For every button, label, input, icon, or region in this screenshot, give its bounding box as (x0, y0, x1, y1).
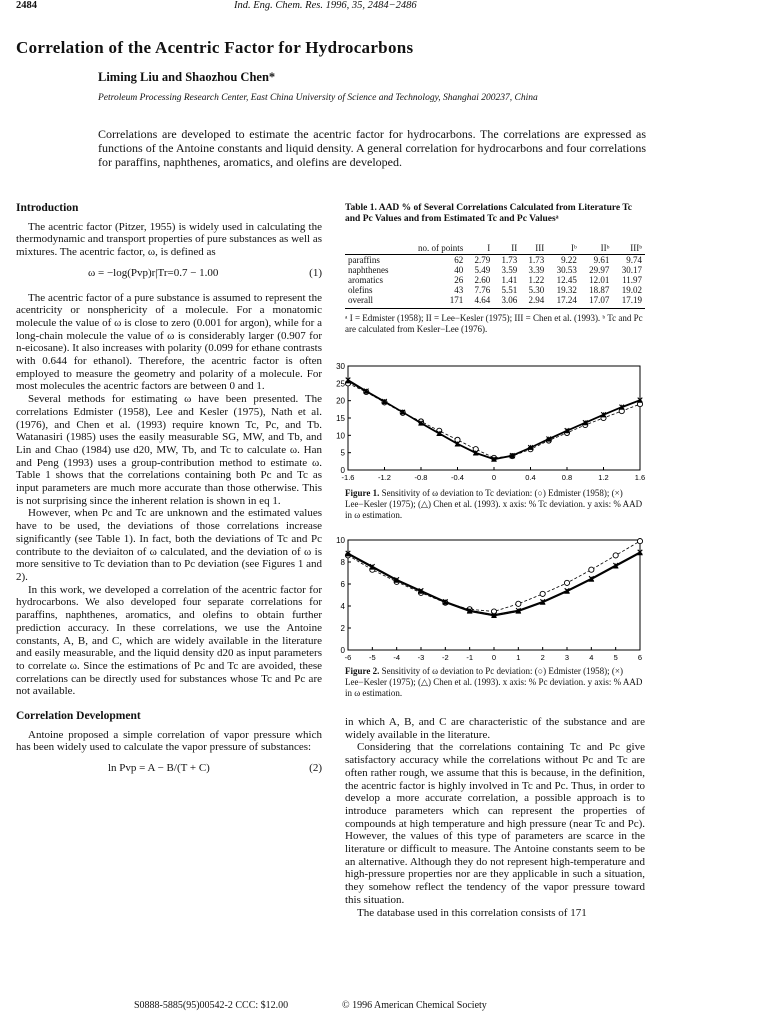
intro-paragraph-5: In this work, we developed a correlation of the acentric factor for hydrocarbons. We also developed four separate correlations for paraffins, naphthenes, aromatics, and olefins to obtain further prediction accuracy. In these correlations, we use the Antoine constants, A, B, and C, which are widely available in the literature and easily measurable, and the liquid density d20 as input parameters to correlate ω. Since the estimations of Pc and Tc are avoided, these correlations can be directly used for substances whose Tc and Pc are not available. (16, 583, 322, 698)
series-line-triangle (348, 381, 640, 459)
table-cell: 5.30 (528, 285, 545, 295)
x-tick-label: 4 (589, 653, 594, 662)
table-cell: 18.87 (589, 285, 610, 295)
table-cell: 1.22 (528, 275, 545, 285)
table-cell: 17.19 (621, 295, 642, 305)
table-header-cell (345, 242, 403, 255)
authors: Liming Liu and Shaozhou Chen* (98, 70, 276, 84)
intro-paragraph-3: Several methods for estimating ω have been presented. The correlations Edmister (1958), Lee and Kesler (1975), Nath et al. (1976), and Chen et al. (1993) require known Tc, Pc, and Tb. Watanasiri (1985) uses the easily measurable SG, MW, and Tb, and Lin and Chao (1984) use d20, MW, Tb, and Tc to calculate ω. Han and Peng (1993) uses a group-contribution method to estimate ω. Table 1 shows that the correlations containing both Pc and Tc as input parameters are much more accurate than those otherwise. This is not surprising since the inherent relation is shown in eq 1. (16, 393, 322, 507)
data-point-circle (516, 601, 521, 606)
x-tick-label: 1.2 (598, 473, 609, 482)
figure-2-label: Figure 2. (345, 666, 380, 676)
right-paragraph-1: in which A, B, and C are characteristic of the substance and are widely available in the literature. (345, 716, 645, 741)
table-cell: 29.97 (589, 265, 610, 275)
table-cell: naphthenes (348, 265, 389, 275)
figure-1-label: Figure 1. (345, 488, 380, 498)
x-tick-label: 0 (491, 473, 497, 482)
table-1-footnote: ᵃ I = Edmister (1958); II = Lee−Kesler (1975); III = Chen et al. (1993). ᵇ Tc and Pc are calculated from Kesler−Lee (1976). (345, 313, 643, 334)
table-1-grid (345, 242, 645, 305)
table-cell: 17.07 (589, 295, 610, 305)
table-cell: 1.73 (528, 255, 545, 265)
table-cell: 40 (454, 265, 464, 275)
data-point-circle (589, 567, 594, 572)
figure-1-chart (330, 362, 646, 484)
table-header-cell: IIᵇ (580, 242, 613, 255)
table-cell: 43 (454, 285, 464, 295)
right-column-text (345, 716, 645, 919)
series-line-x (348, 552, 640, 615)
equation-1-number: (1) (309, 266, 322, 279)
table-header-cell: II (493, 242, 520, 255)
table-header-cell: III (520, 242, 547, 255)
table-cell: 2.79 (474, 255, 491, 265)
x-tick-label: 1.6 (634, 473, 646, 482)
y-tick-label: 6 (340, 580, 345, 589)
plot-frame (348, 540, 640, 650)
table-cell: 9.22 (561, 255, 577, 265)
table-header-cell: Iᵇ (547, 242, 580, 255)
x-tick-label: -4 (393, 653, 401, 662)
y-tick-label: 8 (340, 558, 345, 567)
y-tick-label: 0 (340, 466, 345, 475)
y-tick-label: 30 (336, 362, 345, 371)
table-cell: 11.97 (622, 275, 642, 285)
x-tick-label: 3 (564, 653, 570, 662)
table-cell: 3.06 (501, 295, 518, 305)
y-tick-label: 20 (336, 396, 345, 406)
x-tick-label: -1.6 (341, 473, 355, 482)
series-line-circle (348, 383, 640, 458)
table-cell: 2.60 (474, 275, 491, 285)
x-tick-label: -3 (417, 653, 425, 662)
journal-citation: Ind. Eng. Chem. Res. 1996, 35, 2484−2486 (234, 0, 417, 11)
x-tick-label: -1 (466, 653, 474, 662)
table-row (345, 295, 645, 305)
table-cell: 171 (449, 295, 464, 305)
table-cell: 5.51 (501, 285, 518, 295)
table-row (345, 255, 645, 266)
correlation-heading: Correlation Development (16, 710, 141, 723)
x-tick-label: -2 (441, 653, 449, 662)
equation-2 (16, 762, 322, 775)
equation-1-body: ω = −log(Pvp)r|Tr=0.7 − 1.00 (88, 266, 219, 279)
intro-paragraph-2: The acentric factor of a pure substance is assumed to represent the acentricity or nonsphericity of a molecule. For a monatomic molecule the value of ω is close to zero (0.001 for argon), while for a long-chain molecule the value of ω is considerably larger (0.907 for n-eicosane). It also increases with polarity (0.099 for ethane contrasts with 0.644 for ethanol). Therefore, the acentric factor is often employed to measure the geometry and polarity of a molecule. For most molecules the acentric factors are between 0 and 1. (16, 291, 322, 393)
intro-heading: Introduction (16, 202, 79, 214)
table-cell: 2.94 (528, 295, 545, 305)
figure-2-caption-text: Sensitivity of ω deviation to Pc deviation: (○) Edmister (1958); (×) Lee−Kesler (1975); (△) Chen et al. (1993). x axis: % Pc deviation. y axis: % AAD in ω estimation. (345, 666, 643, 698)
table-cell: paraffins (348, 255, 380, 265)
table-cell: 5.49 (474, 265, 491, 275)
x-tick-label: 0.8 (561, 473, 573, 482)
table-cell: 19.32 (556, 285, 577, 295)
table-header-cell: IIIᵇ (612, 242, 645, 255)
table-cell: 3.59 (501, 265, 518, 275)
y-tick-label: 0 (340, 646, 345, 655)
x-tick-label: -5 (368, 653, 376, 662)
equation-2-number: (2) (309, 762, 322, 775)
figure-2-caption (345, 666, 645, 699)
affiliation: Petroleum Processing Research Center, East China University of Science and Technology, Shanghai 200237, China (98, 93, 538, 103)
table-row (345, 265, 645, 275)
page-number: 2484 (16, 0, 37, 11)
x-tick-label: -0.8 (414, 473, 428, 482)
y-tick-label: 4 (340, 602, 345, 611)
y-tick-label: 25 (336, 379, 345, 389)
x-tick-label: -0.4 (451, 473, 464, 482)
table-cell: 3.39 (528, 265, 545, 275)
table-cell: overall (348, 295, 373, 305)
table-cell: olefins (348, 285, 373, 295)
data-point-circle (613, 553, 618, 558)
y-tick-label: 5 (340, 448, 345, 458)
table-cell: 62 (454, 255, 464, 265)
y-tick-label: 2 (340, 624, 345, 633)
abstract: Correlations are developed to estimate the acentric factor for hydrocarbons. The correlations are expressed as functions of the Antoine constants and liquid density. A general correlation for hydrocarbons and four correlations for paraffins, naphthenes, aromatics, and olefins are developed. (98, 127, 646, 169)
data-point-circle (637, 539, 642, 544)
table-body (345, 255, 645, 306)
table-cell: 7.76 (474, 285, 491, 295)
right-paragraph-3: The database used in this correlation consists of 171 (357, 906, 587, 919)
right-paragraph-2: Considering that the correlations containing Tc and Pc give satisfactory accuracy while the correlations without Pc and Tc are often rather rough, we assume that this is because, in the definition, the acentric factor is highly involved in Tc and Pc. Thus, in order to develop a more accurate correlation, a possible approach is to introduce parameters which can represent the properties of compounds at high temperature and high pressure (near Tc and Pc). However, the values of this type of parameters are scarce in the literature or difficult to measure. The Antoine constants seem to be an alternative. Although they do not represent high-temperature and high-pressure properties nor are they applicable in such a situation, they somehow reflect the tendency of the vapor pressure toward this situation. (345, 741, 645, 906)
table-cell: aromatics (348, 275, 383, 285)
x-tick-label: 0 (491, 653, 497, 662)
table-1 (345, 242, 645, 335)
figure-1-caption-text: Sensitivity of ω deviation to Tc deviation: (○) Edmister (1958); (×) Lee−Kesler (1975); (△) Chen et al. (1993). x axis: % Tc deviation. y axis: % AAD in ω estimation. (345, 488, 643, 520)
table-cell: 26 (454, 275, 464, 285)
x-tick-label: -1.2 (378, 473, 391, 482)
x-tick-label: 5 (613, 653, 618, 662)
equation-2-body: ln Pvp = A − B/(T + C) (108, 762, 210, 775)
table-cell: 19.02 (621, 285, 642, 295)
table-cell: 9.74 (626, 255, 642, 265)
series-line-x (348, 380, 640, 459)
x-tick-label: 0.4 (525, 473, 536, 482)
figure-2-chart (330, 536, 646, 664)
figure-1-caption (345, 488, 645, 521)
intro-paragraph-4: However, when Pc and Tc are unknown and the estimated values have to be used, the deviations of those correlations increase significantly (see Table 1). In fact, both the deviations of Tc and Pc contribute to the deviaiton of ω calculated, and the deviation of ω is more sensitive to Tc deviation than to Pc deviation (see Figures 1 and 2). (16, 507, 322, 583)
x-tick-label: 2 (540, 653, 545, 662)
table-cell: 1.73 (501, 255, 518, 265)
table-cell: 9.61 (593, 255, 610, 265)
table-cell: 17.24 (556, 295, 577, 305)
x-tick-label: 1 (516, 653, 521, 662)
intro-paragraph-1: The acentric factor (Pitzer, 1955) is widely used in calculating the thermodynamic and transport properties of pure substances as well as mixtures. The acentric factor, ω, is defined as (16, 220, 322, 259)
left-column (16, 202, 322, 787)
paper-title: Correlation of the Acentric Factor for Hydrocarbons (16, 38, 414, 57)
table-cell: 12.45 (556, 275, 577, 285)
table-cell: 30.17 (621, 265, 642, 275)
table-cell: 4.64 (474, 295, 491, 305)
series-line-triangle (348, 553, 640, 616)
table-row (345, 285, 645, 295)
x-tick-label: 6 (637, 653, 643, 662)
y-tick-label: 10 (336, 431, 345, 441)
table-header-row (345, 242, 645, 255)
data-point-circle (564, 580, 569, 585)
correlation-paragraph-1: Antoine proposed a simple correlation of vapor pressure which has been widely used to calculate the vapor pressure of substances: (16, 728, 322, 754)
table-header-cell: I (466, 242, 493, 255)
table-1-caption: Table 1. AAD % of Several Correlations Calculated from Literature Tc and Pc Values and from Estimated Tc and Pc Valuesᵃ (345, 203, 632, 224)
table-cell: 30.53 (556, 265, 577, 275)
copyright: © 1996 American Chemical Society (342, 1000, 487, 1011)
y-tick-label: 10 (336, 536, 345, 545)
equation-1 (16, 267, 322, 280)
data-point-circle (540, 591, 545, 596)
table-row (345, 275, 645, 285)
x-tick-label: -6 (344, 653, 352, 662)
table-cell: 12.01 (589, 275, 610, 285)
table-cell: 1.41 (501, 275, 518, 285)
y-tick-label: 15 (336, 414, 345, 423)
table-header-cell: no. of points (403, 242, 467, 255)
doi-code: S0888-5885(95)00542-2 CCC: $12.00 (134, 1000, 289, 1011)
